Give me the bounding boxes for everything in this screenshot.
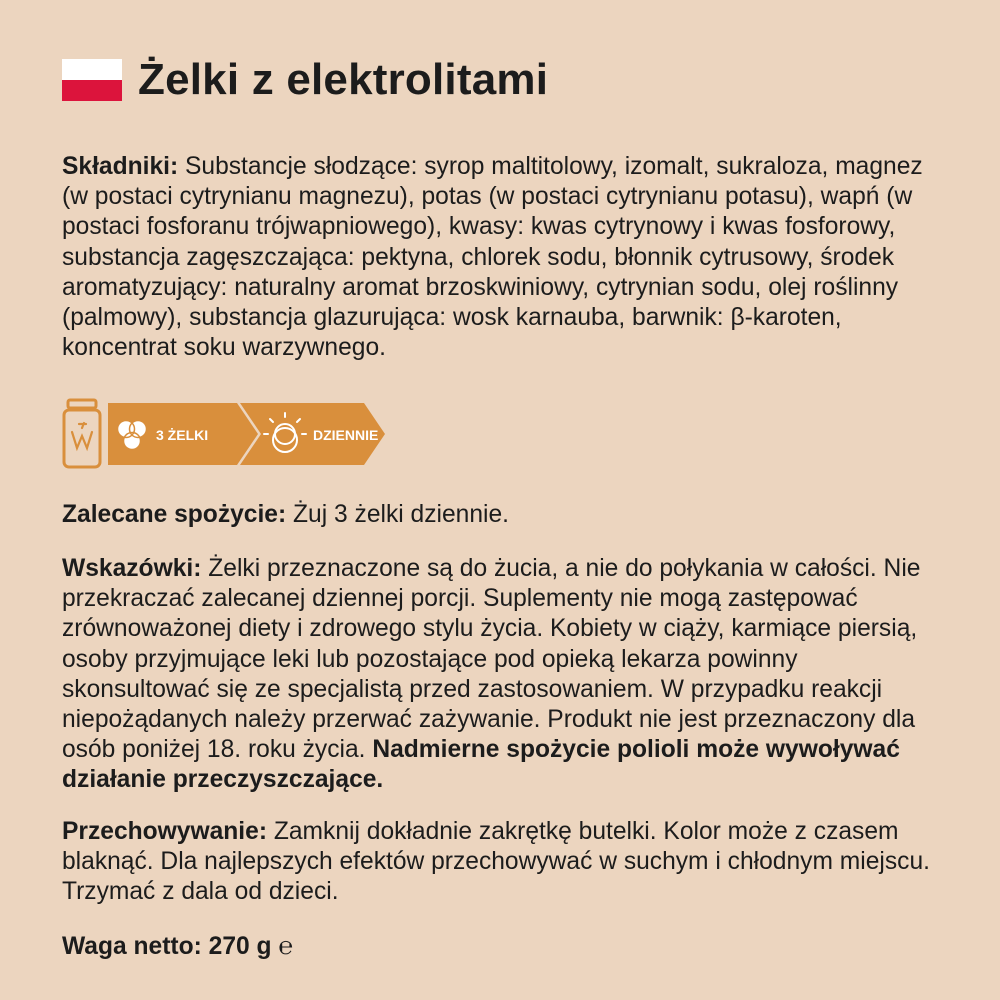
dosage-text: Żuj 3 żelki dziennie. bbox=[286, 501, 510, 528]
ingredients-section bbox=[62, 152, 942, 363]
dose-label: 3 ŻELKI bbox=[156, 427, 209, 443]
net-weight-label: Waga netto: 270 g bbox=[62, 933, 272, 960]
tips-section bbox=[62, 554, 942, 796]
ingredients-label: Składniki: bbox=[62, 153, 179, 180]
storage-label: Przechowywanie: bbox=[62, 818, 268, 845]
tips-text: Żelki przeznaczone są do żucia, a nie do połykania w całości. Nie przekraczać zalecanej dziennej porcji. Suplementy nie mogą zastępować zrównoważonej diety i zdrowego stylu życia. Kobiety w ciąży, karmiące piersią, osoby przyjmujące leki lub pozostające pod opieką lekarza powinny skonsultować się ze specjalistą przed zastosowaniem. W przypadku reakcji niepożądanych należy przerwać zażywanie. Produkt nie jest przeznaczony dla osób poniżej 18. roku życia. bbox=[62, 555, 921, 764]
storage-section bbox=[62, 817, 942, 908]
header bbox=[62, 55, 549, 104]
jar-logo bbox=[72, 423, 92, 448]
poland-flag-icon bbox=[62, 59, 122, 101]
page-title: Żelki z elektrolitami bbox=[138, 55, 549, 104]
frequency-label: DZIENNIE bbox=[313, 427, 379, 443]
tips-label: Wskazówki: bbox=[62, 555, 202, 582]
storage-text: Zamknij dokładnie zakrętkę butelki. Kolor może z czasem blaknąć. Dla najlepszych efektów przechowywać w suchym i chłodnym miejscu. Trzymać z dala od dzieci. bbox=[62, 818, 930, 906]
laxative-warning: Nadmierne spożycie polioli może wywoływać działanie przeczyszczające. bbox=[62, 736, 900, 794]
estimated-sign-icon: ℮ bbox=[278, 933, 294, 960]
net-weight bbox=[62, 932, 942, 962]
dosage-label: Zalecane spożycie: bbox=[62, 501, 287, 528]
dosage-section bbox=[62, 500, 942, 530]
dosage-badges bbox=[62, 398, 392, 470]
ingredients-text: Substancje słodzące: syrop maltitolowy, izomalt, sukraloza, magnez (w postaci cytrynianu magnezu), potas (w postaci cytrynianu potasu), wapń (w postaci fosforanu trójwapniowego), kwasy: kwas cytrynowy i kwas fosforowy, substancja zagęszczająca: pektyna, chlorek sodu, błonnik cytrusowy, środek aromatyzujący: naturalny aromat brzoskwiniowy, cytrynian sodu, olej roślinny (palmowy), substancja glazurująca: wosk karnauba, barwnik: β-karoten, koncentrat soku warzywnego. bbox=[62, 153, 923, 362]
